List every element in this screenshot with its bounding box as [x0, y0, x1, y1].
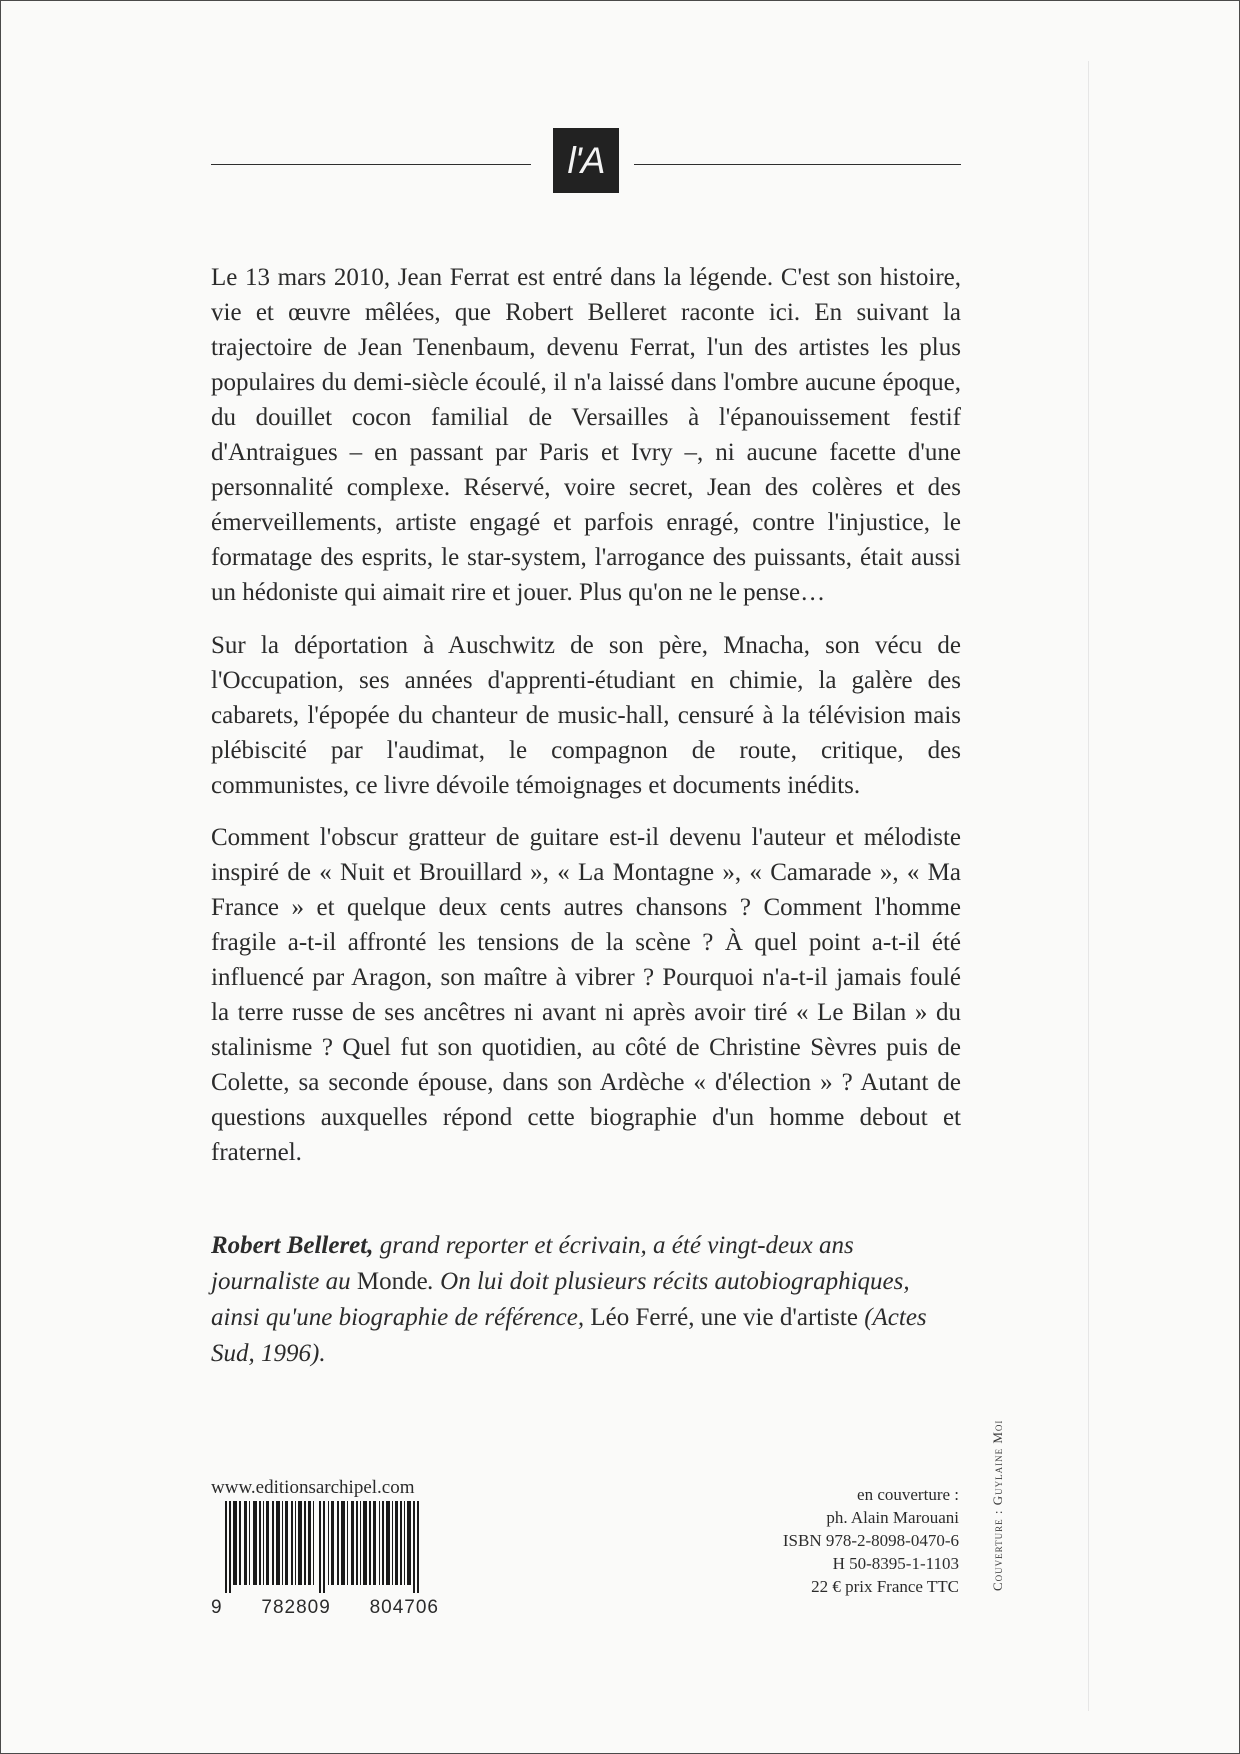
cover-design-credit: Couverture : Guylaine Moi	[990, 1419, 1005, 1591]
cover-photo-label: en couverture :	[857, 1485, 959, 1504]
publication-credits	[783, 1483, 959, 1598]
spine-fold-line	[1088, 61, 1089, 1711]
newspaper-title: Monde	[356, 1268, 428, 1295]
isbn: ISBN 978-2-8098-0470-6	[782, 1531, 959, 1550]
author-bio: Robert Belleret, grand reporter et écrivain, a été vingt-deux ans journaliste au Monde. On lui doit plusieurs récits autobiographiques, ainsi qu'une biographie de référence, Léo Ferré, une vie d'artiste (Actes Sud, 1996).	[211, 1232, 927, 1367]
publisher-website: www.editionsarchipel.com	[211, 1477, 415, 1498]
product-code: H 50-8395-1-1103	[832, 1554, 959, 1573]
book-title: Léo Ferré, une vie d'artiste	[590, 1304, 858, 1331]
price: 22 € prix France TTC	[811, 1577, 959, 1596]
blurb-paragraph-3: Comment l'obscur gratteur de guitare est-il devenu l'auteur et mélodiste inspiré de « Nuit et Brouillard », « La Montagne », « Camarade », « Ma France » et quelque deux cents autres chansons ? Comment l'homme fragile a-t-il affronté les tensions de la scène ? À quel point a-t-il été influencé par Aragon, son maître à vibrer ? Pourquoi n'a-t-il jamais foulé la terre russe de ses ancêtres ni avant ni après avoir tiré « Le Bilan » du stalinisme ? Quel fut son quotidien, au côté de Christine Sèvres puis de Colette, sa seconde épouse, dans son Ardèche « d'élection » ? Autant de questions auxquelles répond cette biographie d'un homme debout et fraternel.	[211, 824, 961, 1166]
publisher-logo: l'A	[553, 128, 619, 193]
barcode-digits: 9 782809 804706	[211, 1597, 439, 1618]
cover-photo-credit: ph. Alain Marouani	[826, 1508, 959, 1527]
header-rule-left	[211, 164, 531, 165]
blurb-paragraph-2: Sur la déportation à Auschwitz de son père, Mnacha, son vécu de l'Occupation, ses années d'apprenti-étudiant en chimie, la galère des cabarets, l'épopée du chanteur de music-hall, censuré à la télévision mais plébiscité par l'audimat, le compagnon de route, critique, des communistes, ce livre dévoile témoignages et documents inédits.	[211, 632, 961, 799]
author-name: Robert Belleret,	[211, 1232, 374, 1259]
header-rule-right	[634, 164, 961, 165]
barcode-icon	[211, 1501, 439, 1593]
blurb-paragraph-1: Le 13 mars 2010, Jean Ferrat est entré dans la légende. C'est son histoire, vie et œuvre mêlées, que Robert Belleret raconte ici. En suivant la trajectoire de Jean Tenenbaum, devenu Ferrat, l'un des artistes les plus populaires du demi-siècle écoulé, il n'a laissé dans l'ombre aucune époque, du douillet cocon familial de Versailles à l'épanouissement festif d'Antraigues – en passant par Paris et Ivry –, ni aucune facette d'une personnalité complexe. Réservé, voire secret, Jean des colères et des émerveillements, artiste engagé et parfois enragé, contre l'injustice, le formatage des esprits, le star-system, l'arrogance des puissants, était aussi un hédoniste qui aimait rire et jouer. Plus qu'on ne le pense…	[211, 264, 961, 606]
